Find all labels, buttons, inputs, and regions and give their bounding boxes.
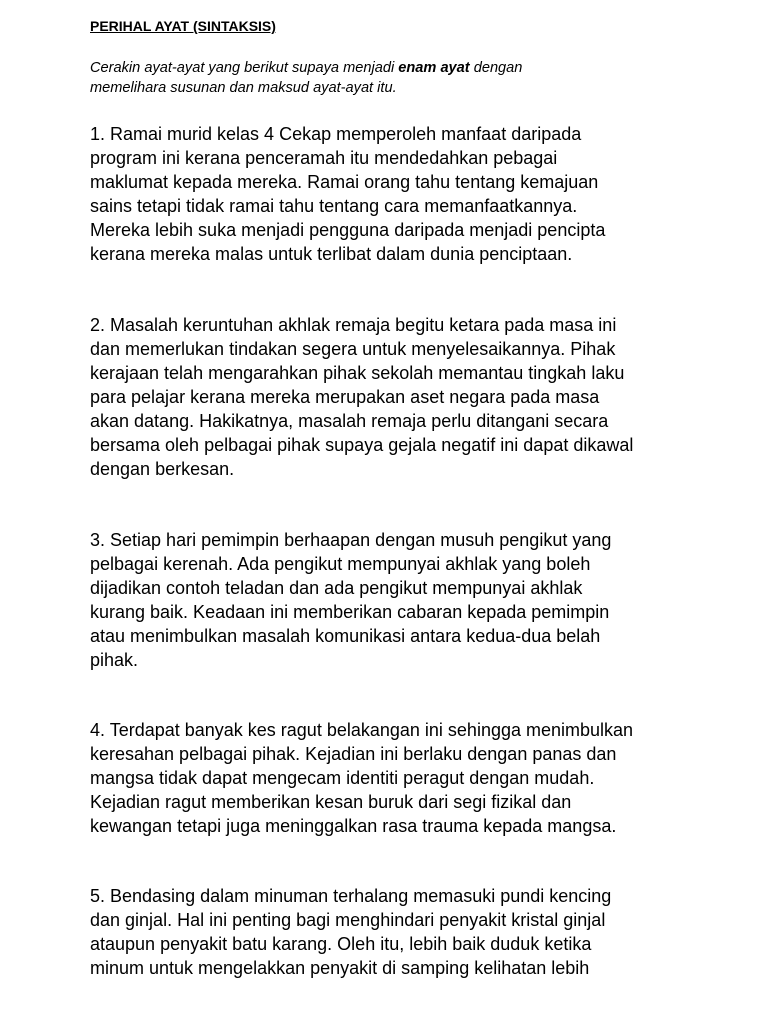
- instruction-line-1-start: Cerakin ayat-ayat yang berikut supaya menjadi: [90, 60, 399, 76]
- question-3: [90, 528, 611, 672]
- question-1-line: program ini kerana penceramah itu mendedahkan pebagai: [90, 148, 558, 168]
- question-2-line: dan memerlukan tindakan segera untuk menyelesaikannya. Pihak: [90, 339, 616, 359]
- question-5-line: minum untuk mengelakkan penyakit di samping kelihatan lebih: [90, 958, 590, 978]
- instruction-line-1-end: dengan: [469, 60, 523, 76]
- question-2-line: bersama oleh pelbagai pihak supaya gejala negatif ini dapat dikawal: [90, 435, 634, 455]
- question-1-line: sains tetapi tidak ramai tahu tentang cara memanfaatkannya.: [90, 196, 578, 216]
- question-4: [90, 718, 633, 838]
- question-5-line: 5. Bendasing dalam minuman terhalang memasuki pundi kencing: [90, 886, 612, 906]
- question-4-line: mangsa tidak dapat mengecam identiti peragut dengan mudah.: [90, 768, 595, 788]
- question-2-line: 2. Masalah keruntuhan akhlak remaja begitu ketara pada masa ini: [90, 315, 617, 335]
- question-4-line: keresahan pelbagai pihak. Kejadian ini berlaku dengan panas dan: [90, 744, 617, 764]
- question-3-line: pelbagai kerenah. Ada pengikut mempunyai akhlak yang boleh: [90, 554, 591, 574]
- question-4-line: kewangan tetapi juga meninggalkan rasa trauma kepada mangsa.: [90, 816, 617, 836]
- instruction-line-2: memelihara susunan dan maksud ayat-ayat itu.: [90, 80, 397, 96]
- question-5-line: dan ginjal. Hal ini penting bagi menghindari penyakit kristal ginjal: [90, 910, 606, 930]
- question-4-line: Kejadian ragut memberikan kesan buruk dari segi fizikal dan: [90, 792, 572, 812]
- question-5-line: ataupun penyakit batu karang. Oleh itu, lebih baik duduk ketika: [90, 934, 592, 954]
- instruction-line-1: [90, 58, 522, 78]
- instruction-text: [90, 58, 522, 98]
- question-3-line: pihak.: [90, 650, 139, 670]
- question-2-line: dengan berkesan.: [90, 459, 235, 479]
- instruction-emphasis: enam ayat: [398, 60, 470, 76]
- question-1-line: Mereka lebih suka menjadi pengguna daripada menjadi pencipta: [90, 220, 606, 240]
- question-1-line: 1. Ramai murid kelas 4 Cekap memperoleh manfaat daripada: [90, 124, 582, 144]
- question-1-line: maklumat kepada mereka. Ramai orang tahu tentang kemajuan: [90, 172, 599, 192]
- question-5: [90, 884, 611, 980]
- question-2-line: akan datang. Hakikatnya, masalah remaja perlu ditangani secara: [90, 411, 609, 431]
- question-2: [90, 313, 633, 481]
- question-2-line: para pelajar kerana mereka merupakan aset negara pada masa: [90, 387, 600, 407]
- question-1: [90, 122, 605, 266]
- document-heading: PERIHAL AYAT (SINTAKSIS): [90, 18, 276, 34]
- question-4-line: 4. Terdapat banyak kes ragut belakangan ini sehingga menimbulkan: [90, 720, 634, 740]
- question-3-line: kurang baik. Keadaan ini memberikan cabaran kepada pemimpin: [90, 602, 610, 622]
- question-3-line: 3. Setiap hari pemimpin berhaapan dengan musuh pengikut yang: [90, 530, 612, 550]
- question-2-line: kerajaan telah mengarahkan pihak sekolah memantau tingkah laku: [90, 363, 625, 383]
- question-3-line: dijadikan contoh teladan dan ada pengikut mempunyai akhlak: [90, 578, 583, 598]
- question-1-line: kerana mereka malas untuk terlibat dalam dunia penciptaan.: [90, 244, 573, 264]
- question-3-line: atau menimbulkan masalah komunikasi antara kedua-dua belah: [90, 626, 601, 646]
